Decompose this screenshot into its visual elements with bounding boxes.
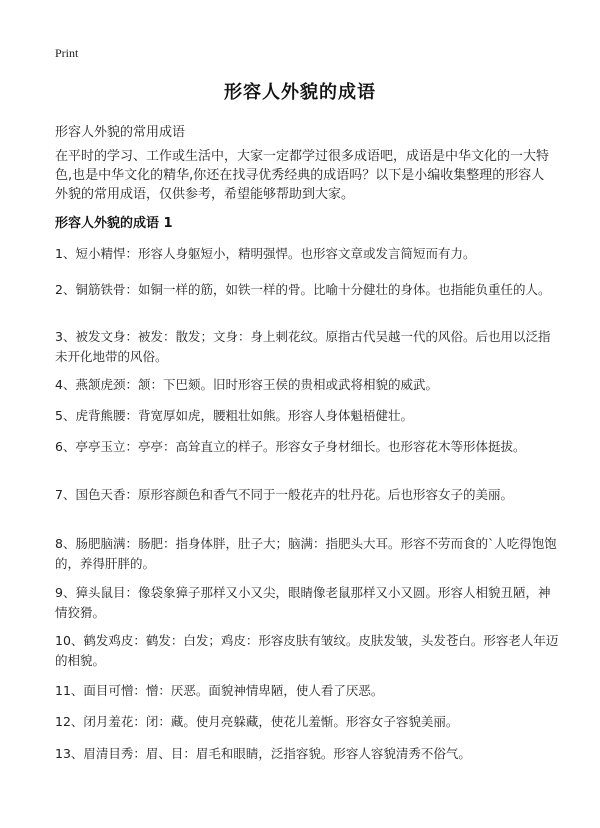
list-item: 10、鹤发鸡皮：鹤发：白发；鸡皮：形容皮肤有皱纹。皮肤发皱，头发苍白。形容老人年迈的相貌。	[55, 633, 559, 668]
list-item: 2、铜筋铁骨：如铜一样的筋，如铁一样的骨。比喻十分健壮的身体。也指能负重任的人。	[55, 282, 551, 297]
subtitle: 形容人外貌的常用成语	[55, 125, 186, 140]
intro-paragraph: 在平时的学习、工作或生活中，大家一定都学过很多成语吧，成语是中华文化的一大特色,也是中华文化的精华,你还在找寻优秀经典的成语吗？以下是小编收集整理的形容人外貌的常用成语，仅供参考，希望能够帮助到大家。	[55, 149, 550, 202]
list-item: 4、燕颔虎颈：颔：下巴颏。旧时形容王侯的贵相或武将相貌的威武。	[55, 377, 438, 392]
list-item: 13、眉清目秀：眉、目：眉毛和眼睛，泛指容貌。形容人容貌清秀不俗气。	[55, 746, 471, 761]
list-item: 9、獐头鼠目：像袋象獐子那样又小又尖，眼睛像老鼠那样又小又圆。形容人相貌丑陋，神情狡猾。	[55, 585, 551, 620]
section-heading: 形容人外貌的成语 1	[55, 216, 173, 231]
list-item: 1、短小精悍：形容人身躯短小，精明强悍。也形容文章或发言简短而有力。	[55, 246, 476, 261]
list-item: 8、肠肥脑满：肠肥：指身体胖，肚子大；脑满：指肥头大耳。形容不劳而食的`人吃得饱饱的，养得肝胖的。	[55, 536, 557, 571]
list-item: 7、国色天香：原形容颜色和香气不同于一般花卉的牡丹花。后也形容女子的美丽。	[55, 487, 513, 502]
list-item: 11、面目可憎：憎：厌恶。面貌神情卑陋，使人看了厌恶。	[55, 683, 384, 698]
list-item: 5、虎背熊腰：背宽厚如虎，腰粗壮如熊。形容人身体魁梧健壮。	[55, 408, 413, 423]
print-link[interactable]: Print	[55, 46, 79, 60]
page-title: 形容人外貌的成语	[224, 82, 376, 103]
list-item: 6、亭亭玉立：亭亭：高耸直立的样子。形容女子身材细长。也形容花木等形体挺拔。	[55, 439, 526, 454]
list-item: 3、被发文身：被发：散发；文身：身上刺花纹。原指古代吴越一代的风俗。后也用以泛指未开化地带的风俗。	[55, 329, 551, 364]
list-item: 12、闭月羞花：闭：藏。使月亮躲藏，使花儿羞惭。形容女子容貌美丽。	[55, 714, 459, 729]
